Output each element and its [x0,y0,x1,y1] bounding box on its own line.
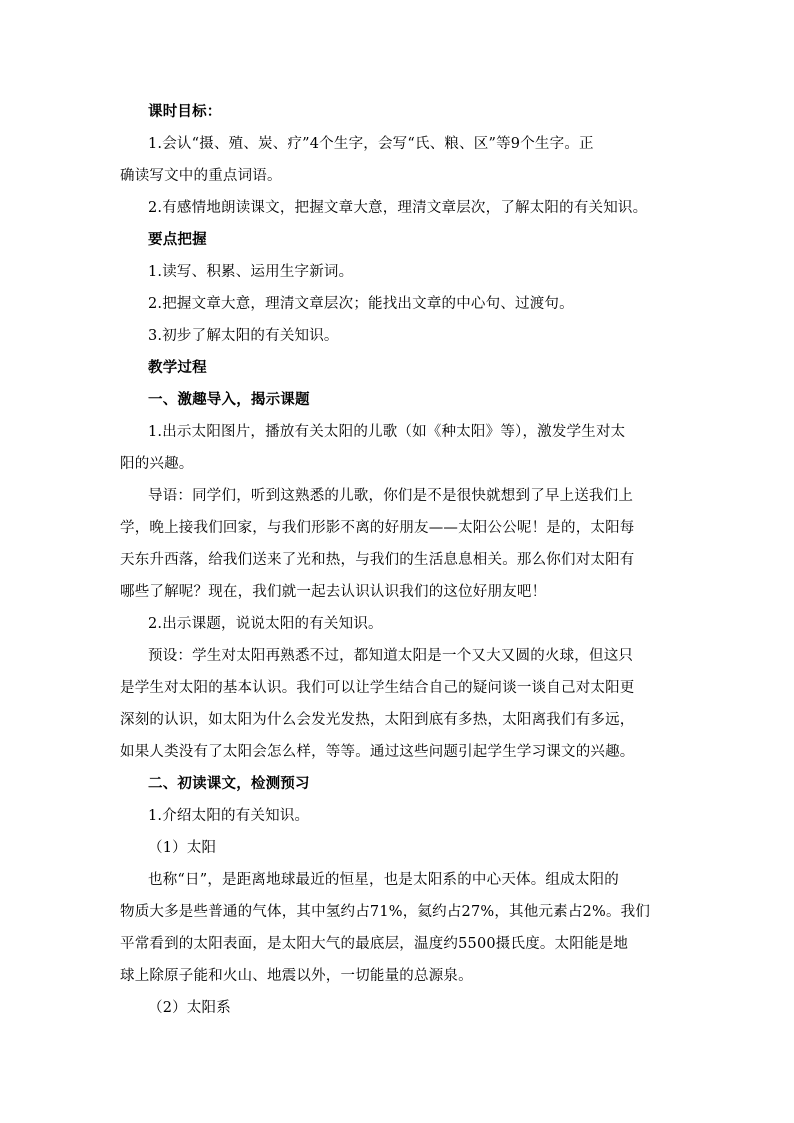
text-line: 确读写文中的重点词语。 [120,168,282,184]
section-heading: 要点把握 [148,231,207,248]
document-page [120,96,678,1024]
text-line: 学，晚上接我们回家，与我们形影不离的好朋友——太阳公公呢！是的，太阳每 [120,520,635,536]
text-line: （2）太阳系 [148,1000,231,1016]
text-line: 3.初步了解太阳的有关知识。 [148,328,339,344]
text-line: 天东升西落，给我们送来了光和热，与我们的生活息息相关。那么你们对太阳有 [120,552,635,568]
text-line: 2.出示课题，说说太阳的有关知识。 [148,616,383,632]
text-line: 1.出示太阳图片，播放有关太阳的儿歌（如《种太阳》等），激发学生对太 [148,424,626,440]
text-line: （1）太阳 [148,840,217,856]
text-line: 是学生对太阳的基本认识。我们可以让学生结合自己的疑问谈一谈自己对太阳更 [120,680,635,696]
text-line: 平常看到的太阳表面，是太阳大气的最底层，温度约5500摄氏度。太阳能是地 [120,936,629,952]
section-heading: 教学过程 [148,359,207,376]
text-line: 1.介绍太阳的有关知识。 [148,808,310,824]
text-line: 2.把握文章大意，理清文章层次；能找出文章的中心句、过渡句。 [148,296,574,312]
text-line: 物质大多是些普通的气体，其中氢约占71%，氦约占27%，其他元素占2%。我们 [120,904,651,920]
text-line: 如果人类没有了太阳会怎么样，等等。通过这些问题引起学生学习课文的兴趣。 [120,744,635,760]
text-line: 球上除原子能和火山、地震以外，一切能量的总源泉。 [120,968,473,984]
text-line: 深刻的认识，如太阳为什么会发光发热，太阳到底有多热，太阳离我们有多远， [120,712,635,728]
section-heading: 课时目标： [148,103,222,120]
text-line: 2.有感情地朗读课文，把握文章大意，理清文章层次，了解太阳的有关知识。 [148,200,648,216]
section-heading: 二、初读课文，检测预习 [148,775,310,792]
text-line: 哪些了解呢？现在，我们就一起去认识认识我们的这位好朋友吧！ [120,584,547,600]
text-line: 1.读写、积累、运用生字新词。 [148,264,354,280]
section-heading: 一、激趣导入，揭示课题 [148,391,310,408]
text-line: 阳的兴趣。 [120,456,194,472]
text-line: 1.会认“摄、殖、炭、疗”4个生字，会写“氏、粮、区”等9个生字。正 [148,136,594,152]
text-line: 导语：同学们，听到这熟悉的儿歌，你们是不是很快就想到了早上送我们上 [148,488,634,504]
text-line: 也称“日”，是距离地球最近的恒星，也是太阳系的中心天体。组成太阳的 [148,872,619,888]
text-line: 预设：学生对太阳再熟悉不过，都知道太阳是一个又大又圆的火球，但这只 [148,648,634,664]
